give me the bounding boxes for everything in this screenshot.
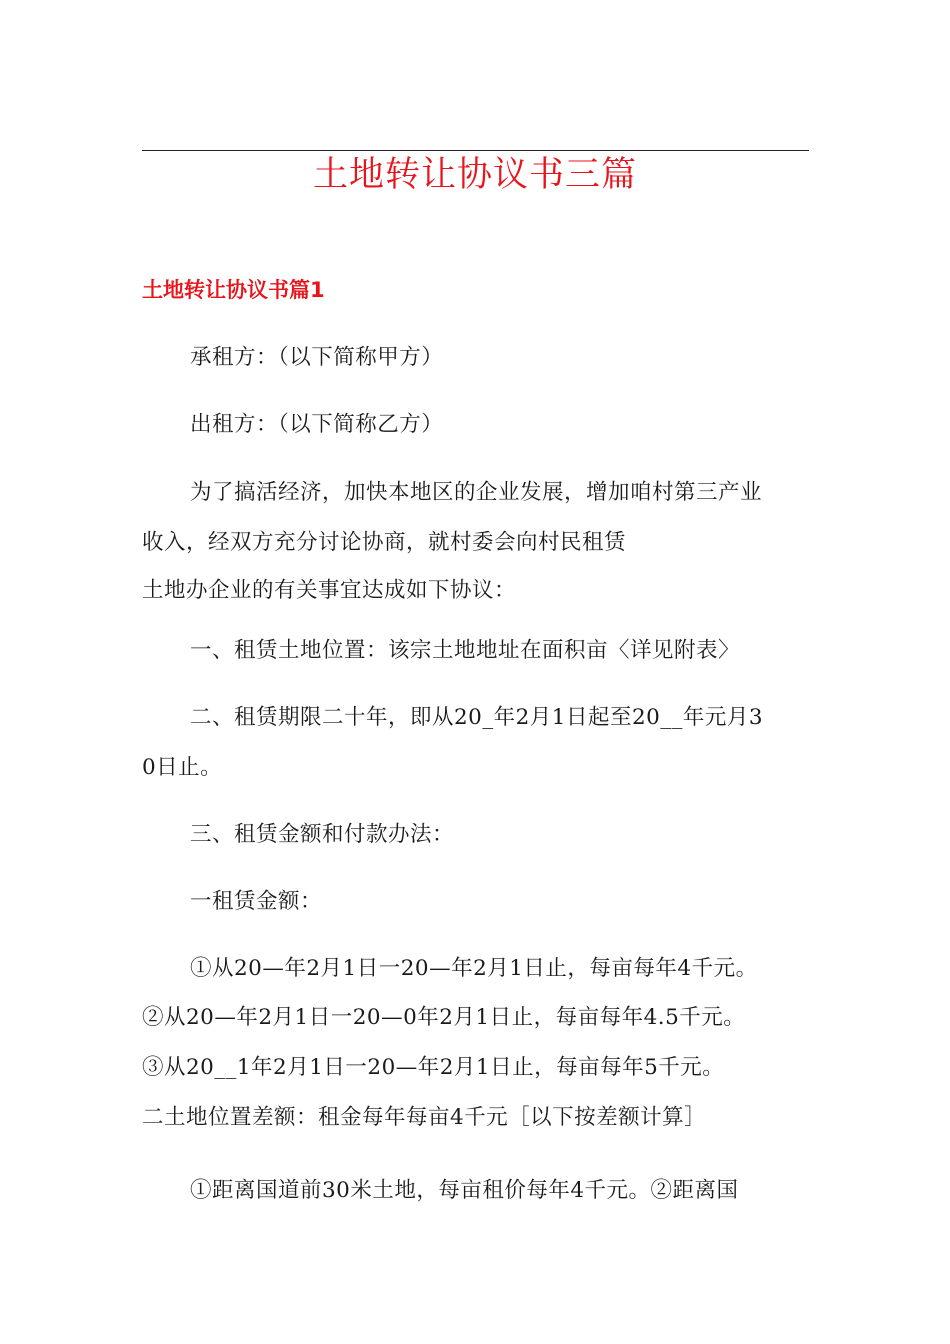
clause-3-payment: 三、租赁金额和付款办法： xyxy=(190,822,455,847)
rent-amount-heading: 一租赁金额： xyxy=(190,889,323,914)
location-difference: 二土地位置差额：租金每年每亩4千元［以下按差额计算］ xyxy=(142,1105,707,1130)
section-heading: 土地转让协议书篇1 xyxy=(142,278,325,302)
preamble-line-2: 收入，经双方充分讨论协商，就村委会向村民租赁 xyxy=(142,530,627,555)
preamble-line-3: 土地办企业的有关事宜达成如下协议： xyxy=(142,578,517,603)
rent-item-1: ①从20—年2月1日一20—年2月1日止，每亩每年4千元。 xyxy=(190,956,758,981)
rent-item-3: ③从20__1年2月1日一20—年2月1日止，每亩每年5千元。 xyxy=(142,1055,725,1080)
lessor-line: 出租方：（以下简称乙方） xyxy=(190,412,444,437)
clause-2-term: 二、租赁期限二十年，即从20_年2月1日起至20__年元月3 xyxy=(190,705,764,730)
lessee-line: 承租方：（以下简称甲方） xyxy=(190,345,444,370)
preamble-line-1: 为了搞活经济，加快本地区的企业发展，增加咱村第三产业 xyxy=(190,480,763,505)
clause-1-location: 一、租赁土地位置：该宗土地地址在面积亩〈详见附表〉 xyxy=(190,638,741,663)
rent-item-2: ②从20—年2月1日一20—0年2月1日止，每亩每年4.5千元。 xyxy=(142,1005,746,1030)
clause-2-term-cont: 0日止。 xyxy=(142,755,223,780)
distance-item-1: ①距离国道前30米土地，每亩租价每年4千元。②距离国 xyxy=(190,1178,739,1203)
document-title: 土地转让协议书三篇 xyxy=(312,155,637,195)
